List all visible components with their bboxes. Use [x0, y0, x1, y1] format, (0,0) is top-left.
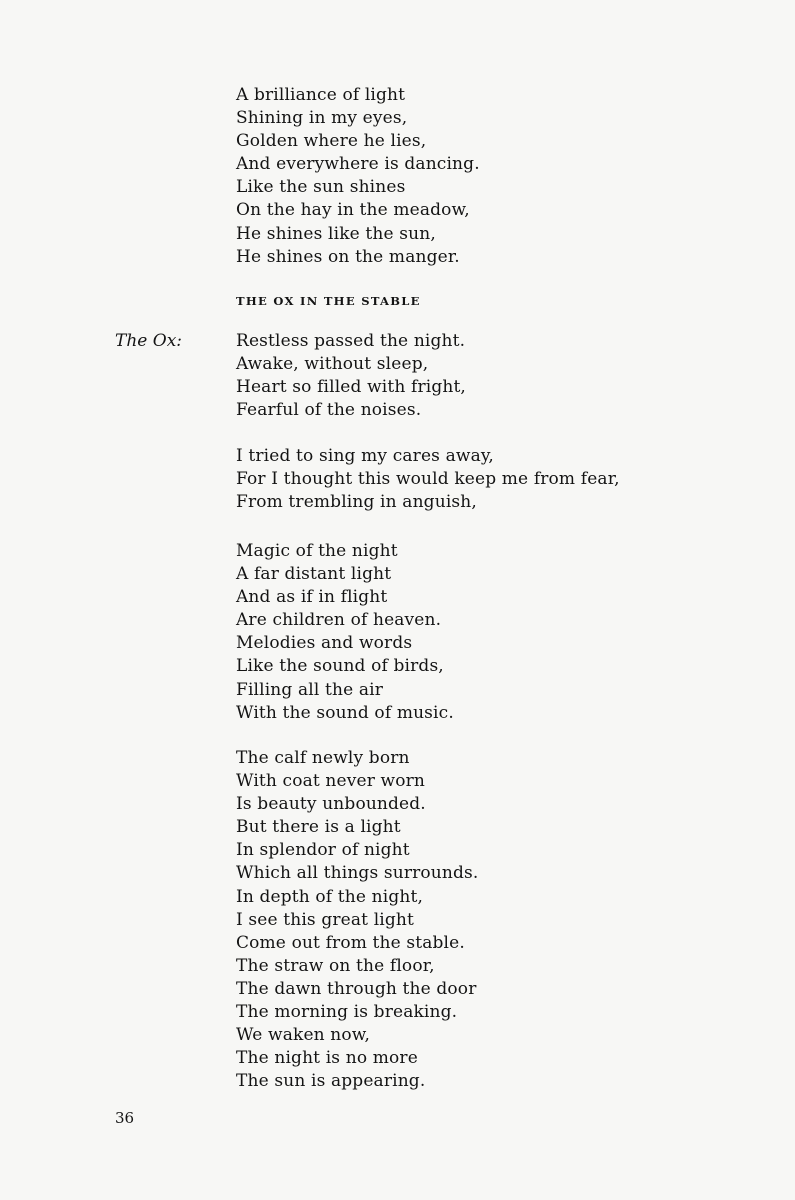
poem-line: With coat never worn [236, 771, 425, 792]
poem-line: On the hay in the meadow, [236, 200, 470, 221]
section-heading: THE OX IN THE STABLE [236, 294, 421, 308]
page-number: 36 [115, 1109, 135, 1127]
poem-line: But there is a light [236, 817, 401, 838]
speaker-label: The Ox: [115, 331, 183, 351]
poem-line: The sun is appearing. [236, 1071, 426, 1092]
poem-line: Shining in my eyes, [236, 108, 408, 129]
stanza-calf [236, 747, 478, 1093]
poem-line: Golden where he lies, [236, 131, 427, 152]
stanza-restless [236, 330, 466, 422]
poem-line: The calf newly born [236, 748, 410, 768]
poem-line: The dawn through the door [236, 978, 477, 999]
poem-line: Melodies and words [236, 633, 413, 654]
stanza-opening [236, 84, 480, 269]
poem-line: The morning is breaking. [236, 1002, 458, 1023]
poem-line: Are children of heaven. [236, 610, 442, 631]
poem-line: He shines on the manger. [236, 246, 460, 267]
poem-line: Come out from the stable. [236, 932, 465, 953]
poem-line: And everywhere is dancing. [236, 154, 480, 175]
poem-line: Awake, without sleep, [236, 354, 429, 375]
poem-line: In depth of the night, [236, 886, 424, 907]
poem-line: Restless passed the night. [236, 331, 466, 351]
stanza-cares [236, 445, 620, 514]
poem-line: In splendor of night [236, 840, 410, 861]
poem-line: Is beauty unbounded. [236, 794, 426, 815]
poem-line: A far distant light [236, 564, 392, 585]
poem-line: I tried to sing my cares away, [236, 446, 494, 466]
poem-line: Fearful of the noises. [236, 400, 422, 421]
poem-line: Magic of the night [236, 541, 398, 561]
poem-line: Filling all the air [236, 679, 383, 700]
poem-line: From trembling in anguish, [236, 492, 477, 513]
poem-line: A brilliance of light [236, 85, 406, 105]
poem-line: I see this great light [236, 909, 414, 930]
poem-line: Which all things surrounds. [236, 863, 479, 884]
poem-line: We waken now, [236, 1025, 371, 1046]
poem-line: Like the sun shines [236, 177, 406, 198]
poem-line: The night is no more [236, 1048, 418, 1069]
poem-line: And as if in flight [236, 587, 388, 608]
poem-line: For I thought this would keep me from fear, [236, 469, 620, 490]
stanza-magic [236, 540, 454, 725]
poem-line: With the sound of music. [236, 702, 454, 723]
poem-line: The straw on the floor, [236, 955, 435, 976]
poem-line: He shines like the sun, [236, 223, 436, 244]
poem-line: Heart so filled with fright, [236, 377, 466, 398]
poem-line: Like the sound of birds, [236, 656, 444, 677]
